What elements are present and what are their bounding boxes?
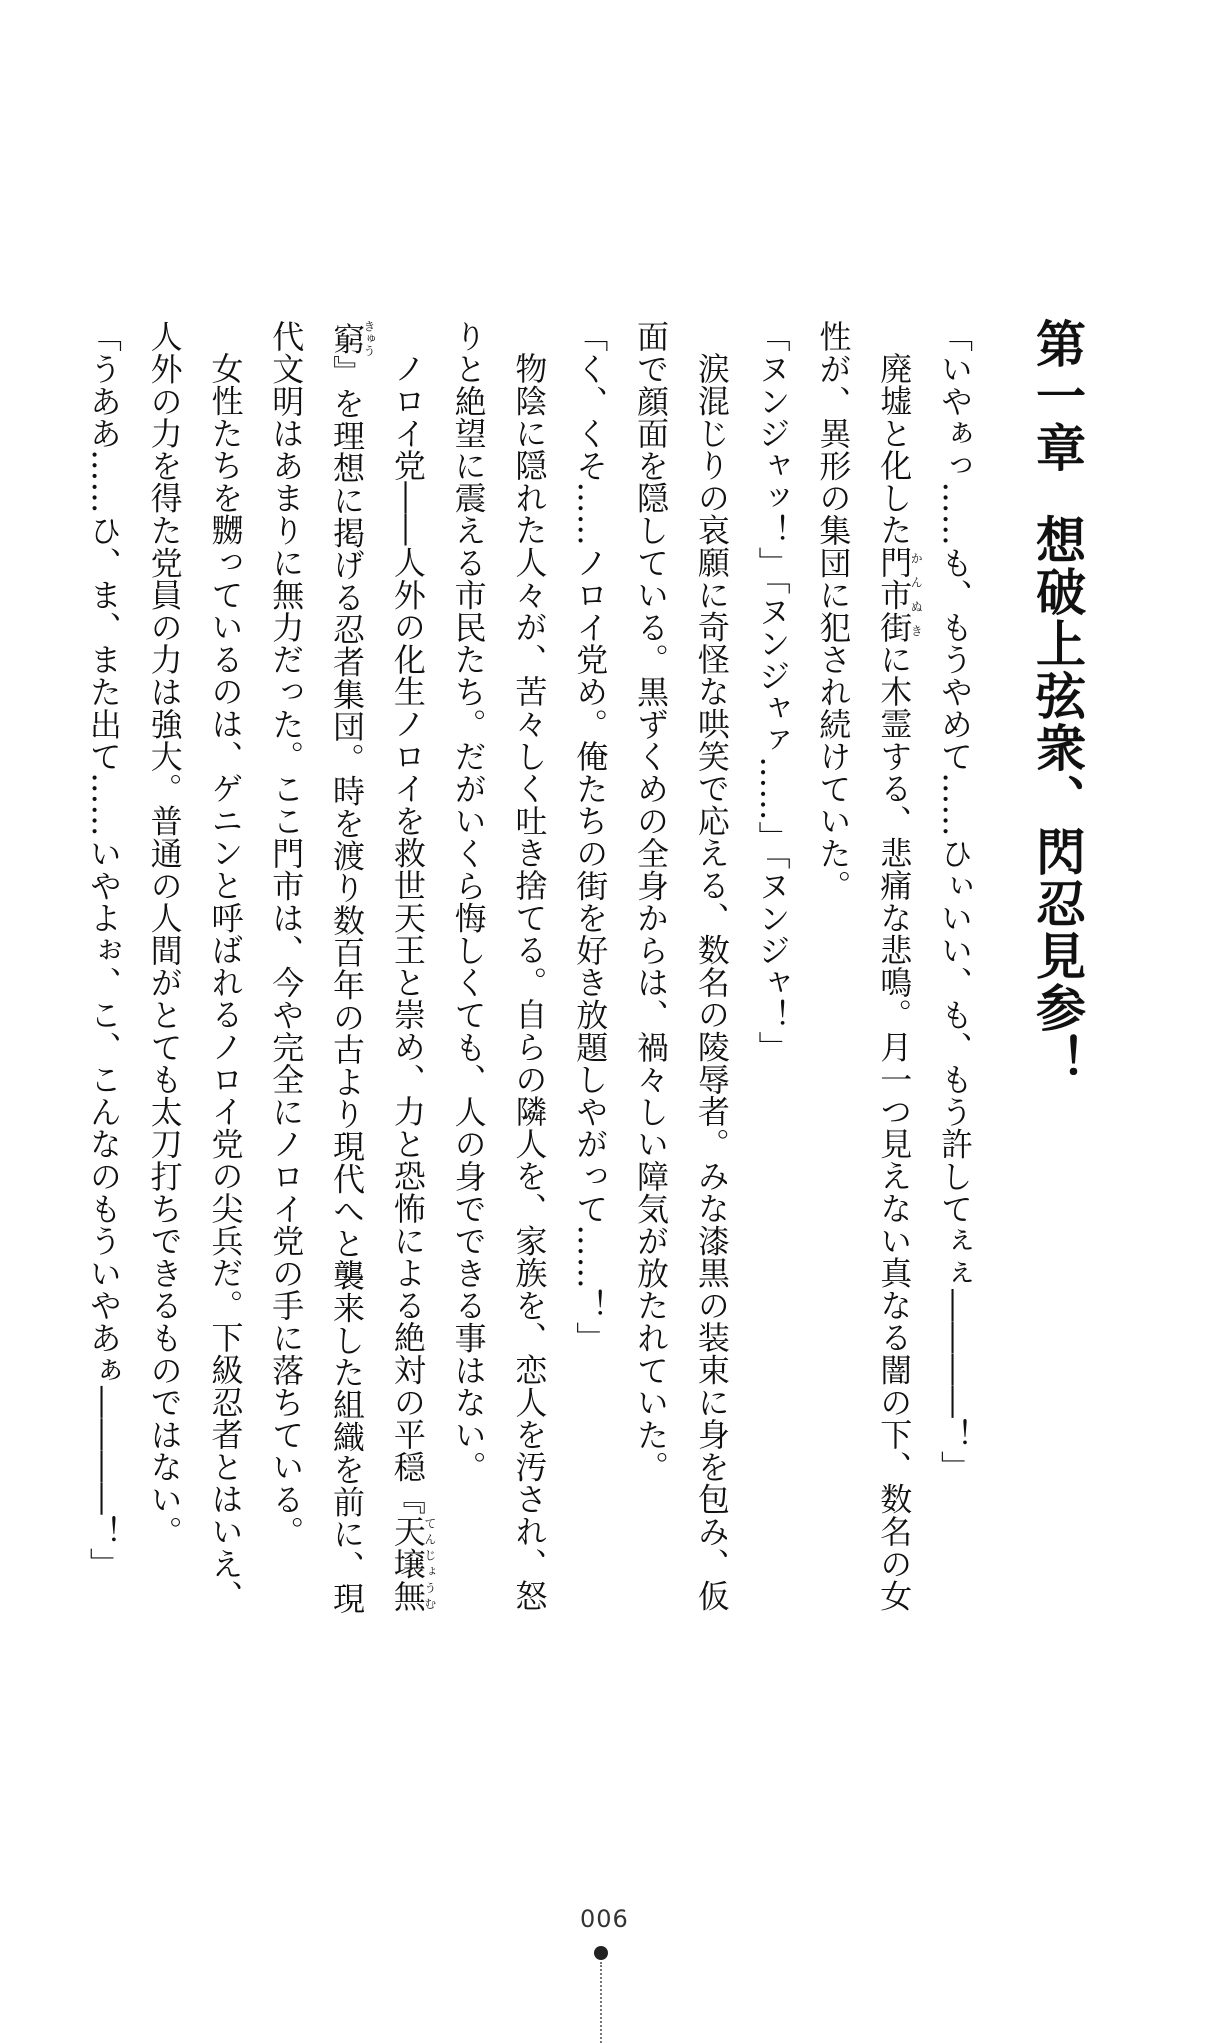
text-segment: 涙混じりの哀願に奇怪な哄笑で応える、数名の陵辱者。みな漆黒の装束に身を包み、仮 [692, 352, 731, 1612]
text-line [195, 320, 256, 1620]
ruby-base: 天壌無 [388, 1514, 427, 1612]
text-segment: 「うああ……ひ、ま、また出て……いやよぉ、こ、こんなのもういやあぁ――――！」 [84, 320, 123, 1580]
page-number: 006 [580, 1905, 629, 1933]
text-line [255, 320, 316, 1620]
ruby-word [388, 1514, 437, 1612]
text-segment: 「く、くそ……ノロイ党め。俺たちの街を好き放題しやがって……！」 [571, 320, 610, 1354]
text-segment: 代文明はあまりに無力だった。ここ門市は、今や完全にノロイ党の手に落ちている。 [267, 320, 306, 1548]
text-segment: 性が、異形の集団に犯され続けていた。 [814, 320, 853, 902]
chapter-label: 第一章 [1028, 318, 1086, 474]
text-segment: りと絶望に震える市民たち。だがいくら悔しくても、人の身でできる事はない。 [449, 320, 488, 1483]
page-marker-rule [600, 1962, 602, 2043]
text-line [742, 320, 803, 1620]
text-line [681, 320, 742, 1620]
text-segment: 女性たちを嬲っているのは、ゲニンと呼ばれるノロイ党の尖兵だ。下級忍者とはいえ、 [206, 352, 245, 1612]
text-line [559, 320, 620, 1620]
ruby-word [875, 545, 924, 643]
ruby-base: 窮 [328, 320, 367, 357]
text-line [377, 320, 438, 1620]
text-line [803, 320, 864, 1620]
text-segment: 』を理想に掲げる忍者集団。時を渡り数百年の古より現代へと襲来した組織を前に、現 [328, 354, 367, 1615]
ruby-reading: きゅう [362, 320, 377, 357]
chapter-heading [1027, 318, 1087, 1086]
text-line [620, 320, 681, 1620]
text-segment: 「ヌンジャッ！」「ヌンジャァ……」「ヌンジャ！」 [753, 320, 792, 1064]
ruby-reading: かんぬき [909, 545, 924, 643]
text-line [134, 320, 195, 1620]
page-marker-dot [594, 1946, 608, 1960]
text-segment: 面で顔面を隠している。黒ずくめの全身からは、禍々しい障気が放たれていた。 [632, 320, 671, 1483]
text-line [438, 320, 499, 1620]
text-segment: に木霊する、悲痛な悲鳴。月一つ見えない真なる闇の下、数名の女 [875, 642, 914, 1612]
text-line [924, 320, 985, 1620]
text-line [316, 320, 377, 1620]
text-segment: 「いやぁっ……も、もうやめて……ひぃいい、も、もう許してぇぇ――――！」 [936, 320, 974, 1483]
ruby-word [328, 320, 377, 357]
text-segment: 物陰に隠れた人々が、苦々しく吐き捨てる。自らの隣人を、家族を、恋人を汚され、怒 [510, 352, 549, 1612]
ruby-base: 門市街 [875, 545, 914, 643]
chapter-title: 想破上弦衆、閃忍見参！ [1028, 514, 1086, 1086]
text-segment: 人外の力を得た党員の力は強大。普通の人間がとても太刀打ちできるものではない。 [145, 320, 184, 1548]
ruby-reading: てんじょうむ [422, 1514, 437, 1612]
text-line [73, 320, 134, 1620]
text-segment: ノロイ党――人外の化生ノロイを救世天王と崇め、力と恐怖による絶対の平穏『 [388, 352, 427, 1515]
text-line [499, 320, 560, 1620]
text-line [863, 320, 924, 1620]
text-segment: 廃墟と化した [875, 352, 914, 546]
body-text [73, 320, 985, 1620]
